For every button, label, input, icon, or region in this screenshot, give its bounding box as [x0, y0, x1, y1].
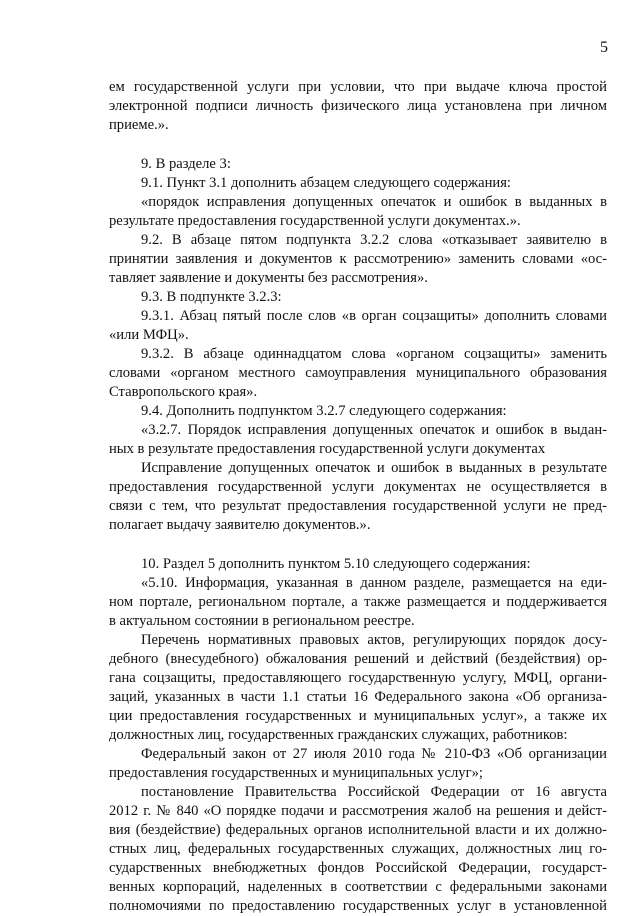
paragraph-line: 9.1. Пункт 3.1 дополнить абзацем следующего содержания:: [141, 175, 511, 191]
paragraph: [109, 174, 607, 193]
paragraph-line: ных в результате предоставления государственной услуги документах: [109, 441, 546, 457]
paragraph-line: Перечень нормативных правовых актов, регулирующих порядок досу-: [141, 632, 607, 648]
paragraph-line: 9.3.2. В абзаце одиннадцатом слова «органом соцзащиты» заменить: [141, 346, 607, 362]
paragraph-line: связи с тем, что результат предоставления государственной услуги не пред-: [109, 498, 607, 514]
paragraph-line: принятии заявления и документов к рассмотрению» заменить словами «ос-: [109, 251, 607, 267]
paragraph-line: «или МФЦ».: [109, 327, 189, 343]
paragraph: [109, 555, 607, 574]
paragraph: [109, 193, 607, 231]
paragraph-line: 2012 г. № 840 «О порядке подачи и рассмотрения жалоб на решения и дейст-: [109, 803, 607, 819]
paragraph: [109, 745, 607, 783]
paragraph-line: должностных лиц, государственных гражданских служащих, работников:: [109, 727, 568, 743]
paragraph-line: Ставропольского края».: [109, 384, 258, 400]
paragraph-line: стных лиц, федеральных государственных служащих, должностных лиц го-: [109, 841, 607, 857]
paragraph-line: полагает выдачу заявителю документов.».: [109, 517, 371, 533]
paragraph-line: в актуальном состоянии в региональном реестре.: [109, 613, 415, 629]
paragraph-line: «3.2.7. Порядок исправления допущенных опечаток и ошибок в выдан-: [141, 422, 607, 438]
paragraph-line: 9.3. В подпункте 3.2.3:: [141, 289, 282, 305]
page-number: 5: [600, 39, 608, 56]
paragraph: [109, 421, 607, 459]
paragraph: [109, 288, 607, 307]
paragraph-line: сударственных внебюджетных фондов Российской Федерации, государст-: [109, 860, 607, 876]
paragraph-line: гана соцзащиты, предоставляющего государственную услугу, МФЦ, органи-: [109, 670, 607, 686]
paragraph-line: 10. Раздел 5 дополнить пунктом 5.10 следующего содержания:: [141, 556, 531, 572]
paragraph: [109, 345, 607, 402]
paragraph-line: 9. В разделе 3:: [141, 156, 231, 172]
paragraph-line: результате предоставления государственной услуги документах.».: [109, 213, 521, 229]
paragraph-line: Исправление допущенных опечаток и ошибок в выданных в результате: [141, 460, 607, 476]
paragraph-line: тавляет заявление и документы без рассмотрения».: [109, 270, 428, 286]
paragraph-line: венных корпораций, наделенных в соответствии с федеральными законами: [109, 879, 607, 895]
paragraph: [109, 78, 607, 135]
paragraph-line: предоставления государственной услуги документах не осуществляется в: [109, 479, 607, 495]
paragraph-line: 9.4. Дополнить подпунктом 3.2.7 следующего содержания:: [141, 403, 507, 419]
paragraph-line: словами «органом местного самоуправления муниципального образования: [109, 365, 607, 381]
paragraph-line: ем государственной услуги при условии, что при выдаче ключа простой: [109, 79, 607, 95]
document-body: [109, 78, 607, 916]
paragraph-line: «порядок исправления допущенных опечаток и ошибок в выданных в: [141, 194, 607, 210]
paragraph: [109, 307, 607, 345]
paragraph-line: вия (бездействие) федеральных органов исполнительной власти и их должно-: [109, 822, 607, 838]
paragraph: [109, 783, 607, 916]
paragraph-line: заций, указанных в части 1.1 статьи 16 Федерального закона «Об организа-: [109, 689, 607, 705]
paragraph: [109, 631, 607, 745]
paragraph-line: 9.2. В абзаце пятом подпункта 3.2.2 слова «отказывает заявителю в: [141, 232, 607, 248]
paragraph: [109, 574, 607, 631]
paragraph-line: ции предоставления государственных и муниципальных услуг», а также их: [109, 708, 607, 724]
paragraph: [109, 402, 607, 421]
paragraph: [109, 155, 607, 174]
paragraph-line: предоставления государственных и муниципальных услуг»;: [109, 765, 483, 781]
paragraph-line: ном портале, региональном портале, а также размещается и поддерживается: [109, 594, 607, 610]
paragraph-line: дебного (внесудебного) обжалования решений и действий (бездействия) ор-: [109, 651, 607, 667]
paragraph: [109, 459, 607, 535]
paragraph-line: Федеральный закон от 27 июля 2010 года № 210-ФЗ «Об организации: [141, 746, 607, 762]
paragraph: [109, 231, 607, 288]
paragraph-line: постановление Правительства Российской Федерации от 16 августа: [141, 784, 607, 800]
paragraph-line: электронной подписи личность физического лица установлена при личном: [109, 98, 607, 114]
paragraph-line: полномочиями по предоставлению государственных услуг в установленной: [109, 898, 607, 914]
paragraph-line: приеме.».: [109, 117, 169, 133]
paragraph-line: «5.10. Информация, указанная в данном разделе, размещается на еди-: [141, 575, 607, 591]
paragraph-line: 9.3.1. Абзац пятый после слов «в орган соцзащиты» дополнить словами: [141, 308, 607, 324]
